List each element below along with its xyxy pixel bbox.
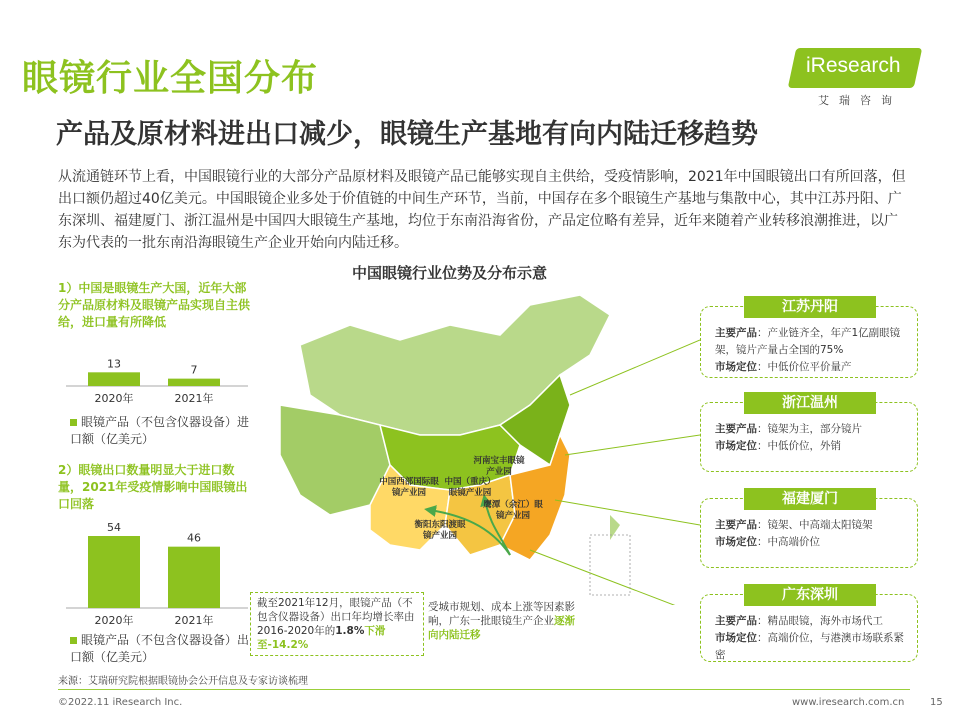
connector-line — [565, 435, 700, 455]
card-position-label: 市场定位 — [715, 536, 757, 548]
card-position-label: 市场定位 — [715, 361, 757, 373]
china-map — [260, 285, 700, 605]
bar-2020年 — [88, 536, 140, 608]
label-hengyang: 衡阳东阳渡眼镜产业园 — [414, 520, 466, 541]
card-position-label: 市场定位 — [715, 632, 757, 644]
migration-callout — [428, 600, 576, 642]
bar-value-label: 13 — [107, 357, 121, 371]
growth-callout-bold: 1.8% — [335, 625, 365, 637]
card-fujian-xiamen — [700, 491, 918, 568]
card-product: ：镜架、中高端太阳镜架 — [757, 519, 873, 531]
card-title: 广东深圳 — [744, 584, 876, 606]
label-henan: 河南宝丰眼镜产业园 — [473, 456, 525, 477]
export-bar-chart — [58, 510, 258, 630]
bar-value-label: 46 — [187, 531, 201, 545]
card-position: ：高端价位，与港澳市场联系紧密 — [715, 632, 904, 661]
label-yingtan: 鹰潭（余江）眼镜产业园 — [483, 500, 543, 521]
bar-2021年 — [168, 379, 220, 386]
card-title: 福建厦门 — [744, 488, 876, 510]
card-product-label: 主要产品 — [715, 615, 757, 627]
card-zhejiang-wenzhou — [700, 395, 918, 472]
category-label: 2021年 — [174, 392, 214, 405]
footer-divider — [58, 689, 910, 690]
iresearch-logo — [792, 48, 922, 110]
section2-heading: 2）眼镜出口数量明显大于进口数量，2021年受疫情影响中国眼镜出口回落 — [58, 463, 248, 511]
connector-line — [530, 550, 700, 605]
logo-text: iResearch — [806, 54, 901, 77]
page-subtitle: 产品及原材料进出口减少，眼镜生产基地有向内陆迁移趋势 — [56, 119, 758, 150]
card-product: ：产业链齐全，年产1亿副眼镜架，镜片产量占全国的75% — [715, 327, 901, 356]
bar-2020年 — [88, 372, 140, 386]
migration-callout-text: 受城市规划、成本上涨等因素影响，广东一批眼镜生产企业 — [428, 601, 575, 627]
label-chongqing: 中国（重庆）眼镜产业园 — [444, 477, 496, 498]
growth-callout-green: 下滑至-14.2% — [257, 625, 386, 651]
card-product: ：精品眼镜，海外市场代工 — [757, 615, 883, 627]
export-legend-text: 眼镜产品（不包含仪器设备）出口额（亿美元） — [70, 633, 250, 664]
map-island — [610, 515, 620, 540]
card-product-label: 主要产品 — [715, 423, 757, 435]
category-label: 2021年 — [174, 614, 214, 627]
legend-swatch — [70, 637, 77, 644]
bar-2021年 — [168, 547, 220, 608]
card-guangdong-shenzhen — [700, 587, 918, 662]
card-product-label: 主要产品 — [715, 519, 757, 531]
category-label: 2020年 — [94, 614, 134, 627]
intro-paragraph: 从流通链环节上看，中国眼镜行业的大部分产品原材料及眼镜产品已能够实现自主供给，受疫情影响，2021年中国眼镜出口有所回落，但出口额仍超过40亿美元。中国眼镜企业多处于价值链的中间生产环节，当前，中国存在多个眼镜生产基地与集散中心，其中江苏丹阳、广东深圳、福建厦门、浙江温州是中国四大眼镜生产基地，均位于东南沿海省份，产品定位略有差异，近年来随着产业转移浪潮推进，以广东为代表的一批东南沿海眼镜生产企业开始向内陆迁移。 — [58, 169, 906, 251]
card-product: ：镜架为主，部分镜片 — [757, 423, 862, 435]
page-title: 眼镜行业全国分布 — [22, 58, 319, 99]
footer-copyright: ©2022.11 iResearch Inc. — [58, 697, 183, 708]
card-position: ：中低价位，外销 — [757, 440, 841, 452]
connector-line — [555, 500, 700, 525]
growth-callout-text: 截至2021年12月，眼镜产品（不包含仪器设备）出口年均增长率由2016-2020年的 — [257, 597, 415, 637]
card-title: 江苏丹阳 — [744, 296, 876, 318]
legend-swatch — [70, 419, 77, 426]
source-note: 来源：艾瑞研究院根据眼镜协会公开信息及专家访谈梳理 — [58, 676, 308, 687]
import-legend-text: 眼镜产品（不包含仪器设备）进口额（亿美元） — [70, 415, 250, 446]
card-position: ：中低价位平价量产 — [757, 361, 852, 373]
card-position: ：中高端价位 — [757, 536, 820, 548]
card-jiangsu-danyang — [700, 299, 918, 378]
import-legend — [70, 414, 250, 448]
label-west: 中国西部国际眼镜产业园 — [379, 477, 439, 498]
import-bar-chart — [58, 328, 258, 408]
footer-website: www.iresearch.com.cn — [792, 697, 905, 708]
card-title: 浙江温州 — [744, 392, 876, 414]
card-product-label: 主要产品 — [715, 327, 757, 339]
bar-value-label: 7 — [190, 363, 198, 377]
export-legend — [70, 632, 250, 666]
bar-value-label: 54 — [107, 521, 121, 534]
migration-callout-green: 逐渐向内陆迁移 — [428, 615, 575, 641]
map-title: 中国眼镜行业位势及分布示意 — [352, 264, 548, 282]
category-label: 2020年 — [94, 392, 134, 405]
section1-heading: 1）中国是眼镜生产大国，近年大部分产品原材料及眼镜产品实现自主供给，进口量有所降低 — [58, 281, 251, 329]
logo-cn-text: 艾瑞咨询 — [818, 94, 902, 107]
page-number: 15 — [930, 697, 943, 708]
card-position-label: 市场定位 — [715, 440, 757, 452]
